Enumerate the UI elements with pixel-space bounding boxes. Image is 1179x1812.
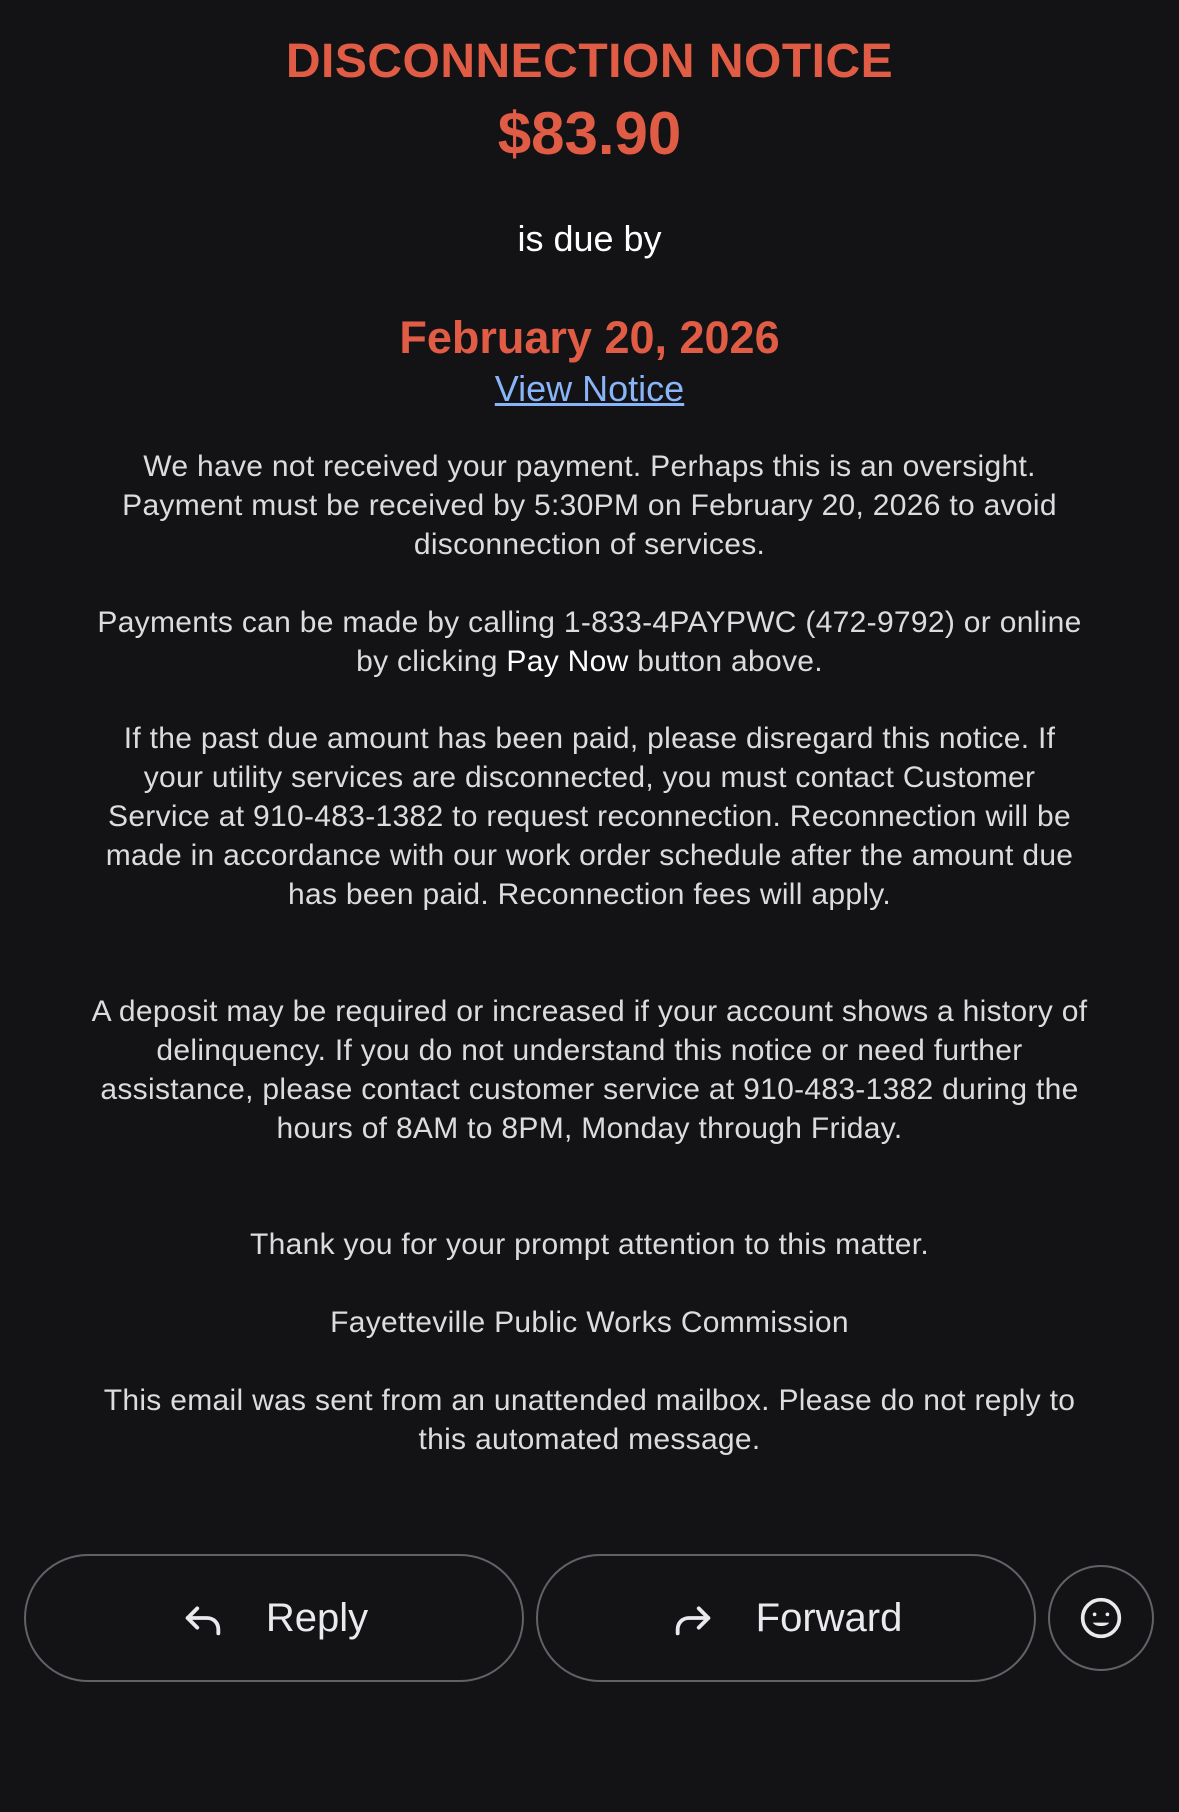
payment-options-text: Payments can be made by calling 1-833-4PAYPWC (472-9792) or online by clicking	[97, 606, 1082, 678]
reply-label: Reply	[265, 1595, 369, 1640]
notice-title: DISCONNECTION NOTICE	[285, 35, 894, 88]
emoji-reaction-button[interactable]	[1048, 1565, 1154, 1671]
amount-due: $83.90	[497, 100, 682, 167]
deposit-paragraph: A deposit may be required or increased if your account shows a history of delinquency. If you do not understand this notice or need further assistance, please contact customer service at 910-483-1382 during the hours of 8AM to 8PM, Monday through Friday.	[91, 995, 1088, 1145]
email-actions	[24, 1554, 1155, 1686]
due-by-label: is due by	[517, 218, 662, 259]
thank-you-paragraph: Thank you for your prompt attention to this matter.	[250, 1228, 929, 1261]
pay-now-text: Pay Now	[506, 645, 629, 678]
reply-icon	[180, 1595, 226, 1641]
emoji-reaction-icon	[1079, 1596, 1123, 1640]
view-notice-link[interactable]: View Notice	[494, 368, 685, 409]
forward-icon	[670, 1595, 716, 1641]
payment-options-paragraph	[90, 603, 1089, 681]
unattended-mailbox-note: This email was sent from an unattended mailbox. Please do not reply to this automated message.	[103, 1384, 1076, 1456]
payment-not-received-paragraph: We have not received your payment. Perhaps this is an oversight. Payment must be received by 5:30PM on February 20, 2026 to avoid disconnection of services.	[122, 450, 1057, 561]
forward-button[interactable]	[536, 1554, 1036, 1682]
due-date: February 20, 2026	[399, 312, 780, 363]
reply-button[interactable]	[24, 1554, 524, 1682]
signature: Fayetteville Public Works Commission	[330, 1306, 849, 1339]
payment-options-text-end: button above.	[628, 645, 823, 678]
reconnection-paragraph: If the past due amount has been paid, please disregard this notice. If your utility services are disconnected, you must contact Customer Service at 910-483-1382 to request reconnection. Reconnection will be made in accordance with our work order schedule after the amount due has been paid. Reconnection fees will apply.	[105, 722, 1074, 911]
forward-label: Forward	[755, 1595, 903, 1640]
